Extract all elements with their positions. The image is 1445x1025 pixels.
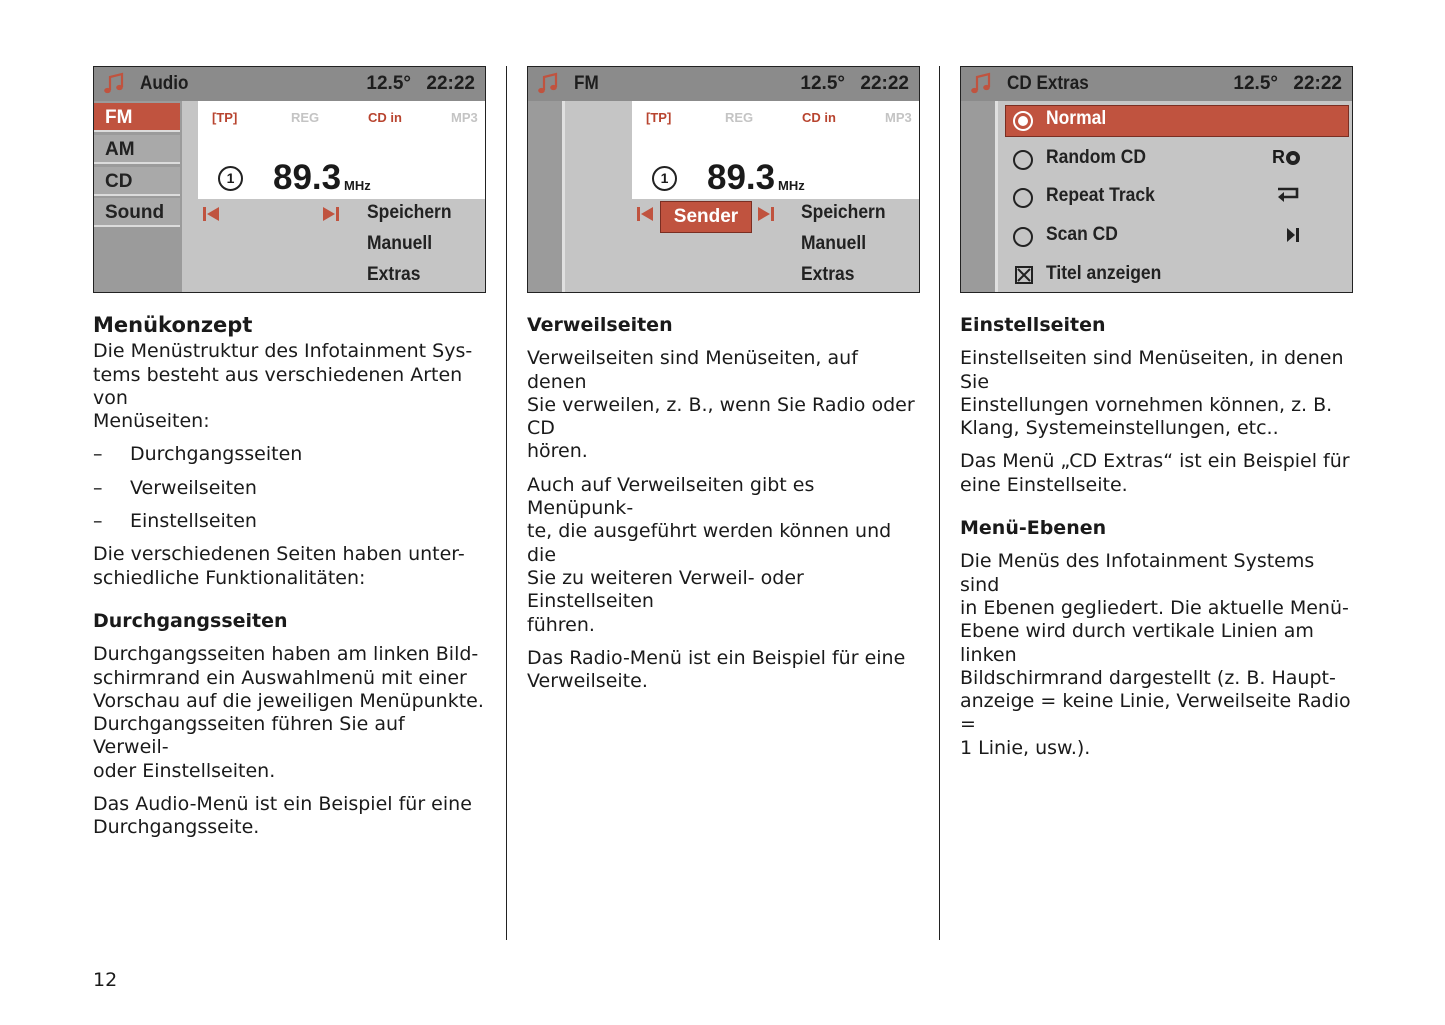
frequency: 89.3 xyxy=(707,158,776,197)
fm-screen xyxy=(527,66,920,293)
flag-mp3: MP3 xyxy=(885,110,912,125)
softkey-speichern[interactable]: Speichern xyxy=(367,202,452,223)
audio-left-menu xyxy=(94,101,182,292)
clock: 22:22 xyxy=(860,73,909,94)
screen-title: Audio xyxy=(140,73,189,94)
column-divider-1 xyxy=(506,66,507,940)
col1-p3: Durchgangsseiten haben am linken Bild- schirmrand ein Auswahlmenü mit einer Vorschau auf die jeweiligen Menüpunkte. Durchgangsseiten führen Sie auf Verweil- oder Einstellseiten. xyxy=(93,643,484,782)
preset-number: 1 xyxy=(218,166,243,191)
music-note-icon xyxy=(536,72,560,96)
col1-p4: Das Audio-Menü ist ein Beispiel für eine Durchgangsseite. xyxy=(93,793,472,839)
option-normal[interactable]: Normal xyxy=(1046,108,1107,129)
radio-icon[interactable] xyxy=(1013,188,1033,208)
bullet-dash: – xyxy=(93,443,103,466)
audio-header-bar xyxy=(94,67,485,101)
skip-back-icon[interactable] xyxy=(636,205,654,223)
col1-p2: Die verschiedenen Seiten haben unter- schiedliche Funktionalitäten: xyxy=(93,543,465,589)
col2-p1: Verweilseiten sind Menüseiten, auf denen Sie verweilen, z. B., wenn Sie Radio oder CD hören. xyxy=(527,347,915,463)
heading-menue-ebenen: Menü-Ebenen xyxy=(960,517,1107,540)
skip-back-icon[interactable] xyxy=(202,205,220,223)
bullet-dash: – xyxy=(93,476,103,499)
softkey-extras[interactable]: Extras xyxy=(367,264,421,285)
music-note-icon xyxy=(102,72,126,96)
screen-title: FM xyxy=(574,73,599,94)
heading-einstellseiten: Einstellseiten xyxy=(960,314,1106,336)
column-divider-2 xyxy=(939,66,940,940)
col3-p1: Einstellseiten sind Menüseiten, in denen Sie Einstellungen vornehmen können, z. B. Klang, Systemeinstellungen, etc.. xyxy=(960,347,1344,440)
audio-screen xyxy=(93,66,486,293)
col3-p3: Die Menüs des Infotainment Systems sind in Ebenen gegliedert. Die aktuelle Menü- Ebene wird durch vertikale Linien am linken Bildschirmrand dargestellt (z. B. Haupt- anzeige = keine Linie, Verweilseite Radio = 1 Linie, usw.). xyxy=(960,550,1351,759)
menu-item-am[interactable]: AM xyxy=(94,135,180,164)
menu-level-separator xyxy=(562,101,565,292)
random-icon-label: R xyxy=(1272,147,1285,167)
flag-tp: [TP] xyxy=(646,110,672,125)
bullet-durchgangsseiten xyxy=(93,443,486,466)
page-number: 12 xyxy=(93,969,118,991)
clock: 22:22 xyxy=(426,73,475,94)
menu-level-separator xyxy=(995,101,998,292)
bullet-einstellseiten xyxy=(93,510,486,533)
softkey-manuell[interactable]: Manuell xyxy=(801,233,867,254)
flag-reg: REG xyxy=(725,110,754,125)
screen-title: CD Extras xyxy=(1007,73,1089,94)
scan-icon xyxy=(1286,227,1300,243)
option-scan-cd[interactable]: Scan CD xyxy=(1046,224,1118,245)
col2-text xyxy=(527,314,920,693)
checkbox-checked-icon[interactable] xyxy=(1015,266,1033,284)
bullet-dash: – xyxy=(93,510,103,533)
col3-text xyxy=(960,314,1353,760)
clock: 22:22 xyxy=(1293,73,1342,94)
random-icon xyxy=(1286,151,1300,165)
softkey-speichern[interactable]: Speichern xyxy=(801,202,886,223)
flag-tp: [TP] xyxy=(212,110,238,125)
cd-extras-header-bar xyxy=(961,67,1352,101)
temperature: 12.5° xyxy=(366,73,411,94)
sender-button[interactable]: Sender xyxy=(660,201,752,233)
heading-verweilseiten: Verweilseiten xyxy=(527,314,673,336)
frequency: 89.3 xyxy=(273,158,342,197)
fm-header-bar xyxy=(528,67,919,101)
radio-selected-icon[interactable] xyxy=(1013,111,1033,131)
softkey-extras[interactable]: Extras xyxy=(801,264,855,285)
option-titel-anzeigen[interactable]: Titel anzeigen xyxy=(1046,263,1162,284)
radio-icon[interactable] xyxy=(1013,150,1033,170)
frequency-unit: MHz xyxy=(344,178,371,193)
menu-item-sound[interactable]: Sound xyxy=(94,198,180,227)
heading-menuekonzept: Menükonzept xyxy=(93,313,253,337)
softkey-manuell[interactable]: Manuell xyxy=(367,233,433,254)
menu-item-cd[interactable]: CD xyxy=(94,167,180,196)
flag-reg: REG xyxy=(291,110,320,125)
col1-intro: Die Menüstruktur des Infotainment Sys- tems besteht aus verschiedenen Arten von Menüseiten: xyxy=(93,340,473,433)
radio-icon[interactable] xyxy=(1013,227,1033,247)
frequency-unit: MHz xyxy=(778,178,805,193)
temperature: 12.5° xyxy=(800,73,845,94)
flag-mp3: MP3 xyxy=(451,110,478,125)
col3-p2: Das Menü „CD Extras“ ist ein Beispiel für eine Einstellseite. xyxy=(960,450,1350,496)
menu-level-line xyxy=(961,101,995,292)
music-note-icon xyxy=(969,72,993,96)
flag-cd-in: CD in xyxy=(802,110,836,125)
bullet-label: Verweilseiten xyxy=(130,476,257,499)
menu-item-fm[interactable]: FM xyxy=(94,103,180,132)
cd-extras-screen xyxy=(960,66,1353,293)
skip-forward-icon[interactable] xyxy=(757,205,775,223)
option-random-cd[interactable]: Random CD xyxy=(1046,147,1147,168)
skip-forward-icon[interactable] xyxy=(322,205,340,223)
flag-cd-in: CD in xyxy=(368,110,402,125)
bullet-label: Durchgangsseiten xyxy=(130,443,303,466)
menu-level-line xyxy=(528,101,562,292)
bullet-verweilseiten xyxy=(93,477,486,500)
bullet-label: Einstellseiten xyxy=(130,510,257,533)
temperature: 12.5° xyxy=(1233,73,1278,94)
col2-p2: Auch auf Verweilseiten gibt es Menüpunk- te, die ausgeführt werden können und die Sie zu weiteren Verweil- oder Einstellseiten führen. xyxy=(527,473,892,636)
col1-text xyxy=(93,314,486,840)
preset-number: 1 xyxy=(652,166,677,191)
heading-durchgangsseiten: Durchgangsseiten xyxy=(93,609,288,632)
col2-p3: Das Radio-Menü ist ein Beispiel für eine Verweilseite. xyxy=(527,646,906,693)
repeat-icon xyxy=(1275,186,1301,204)
option-repeat-track[interactable]: Repeat Track xyxy=(1046,185,1155,206)
